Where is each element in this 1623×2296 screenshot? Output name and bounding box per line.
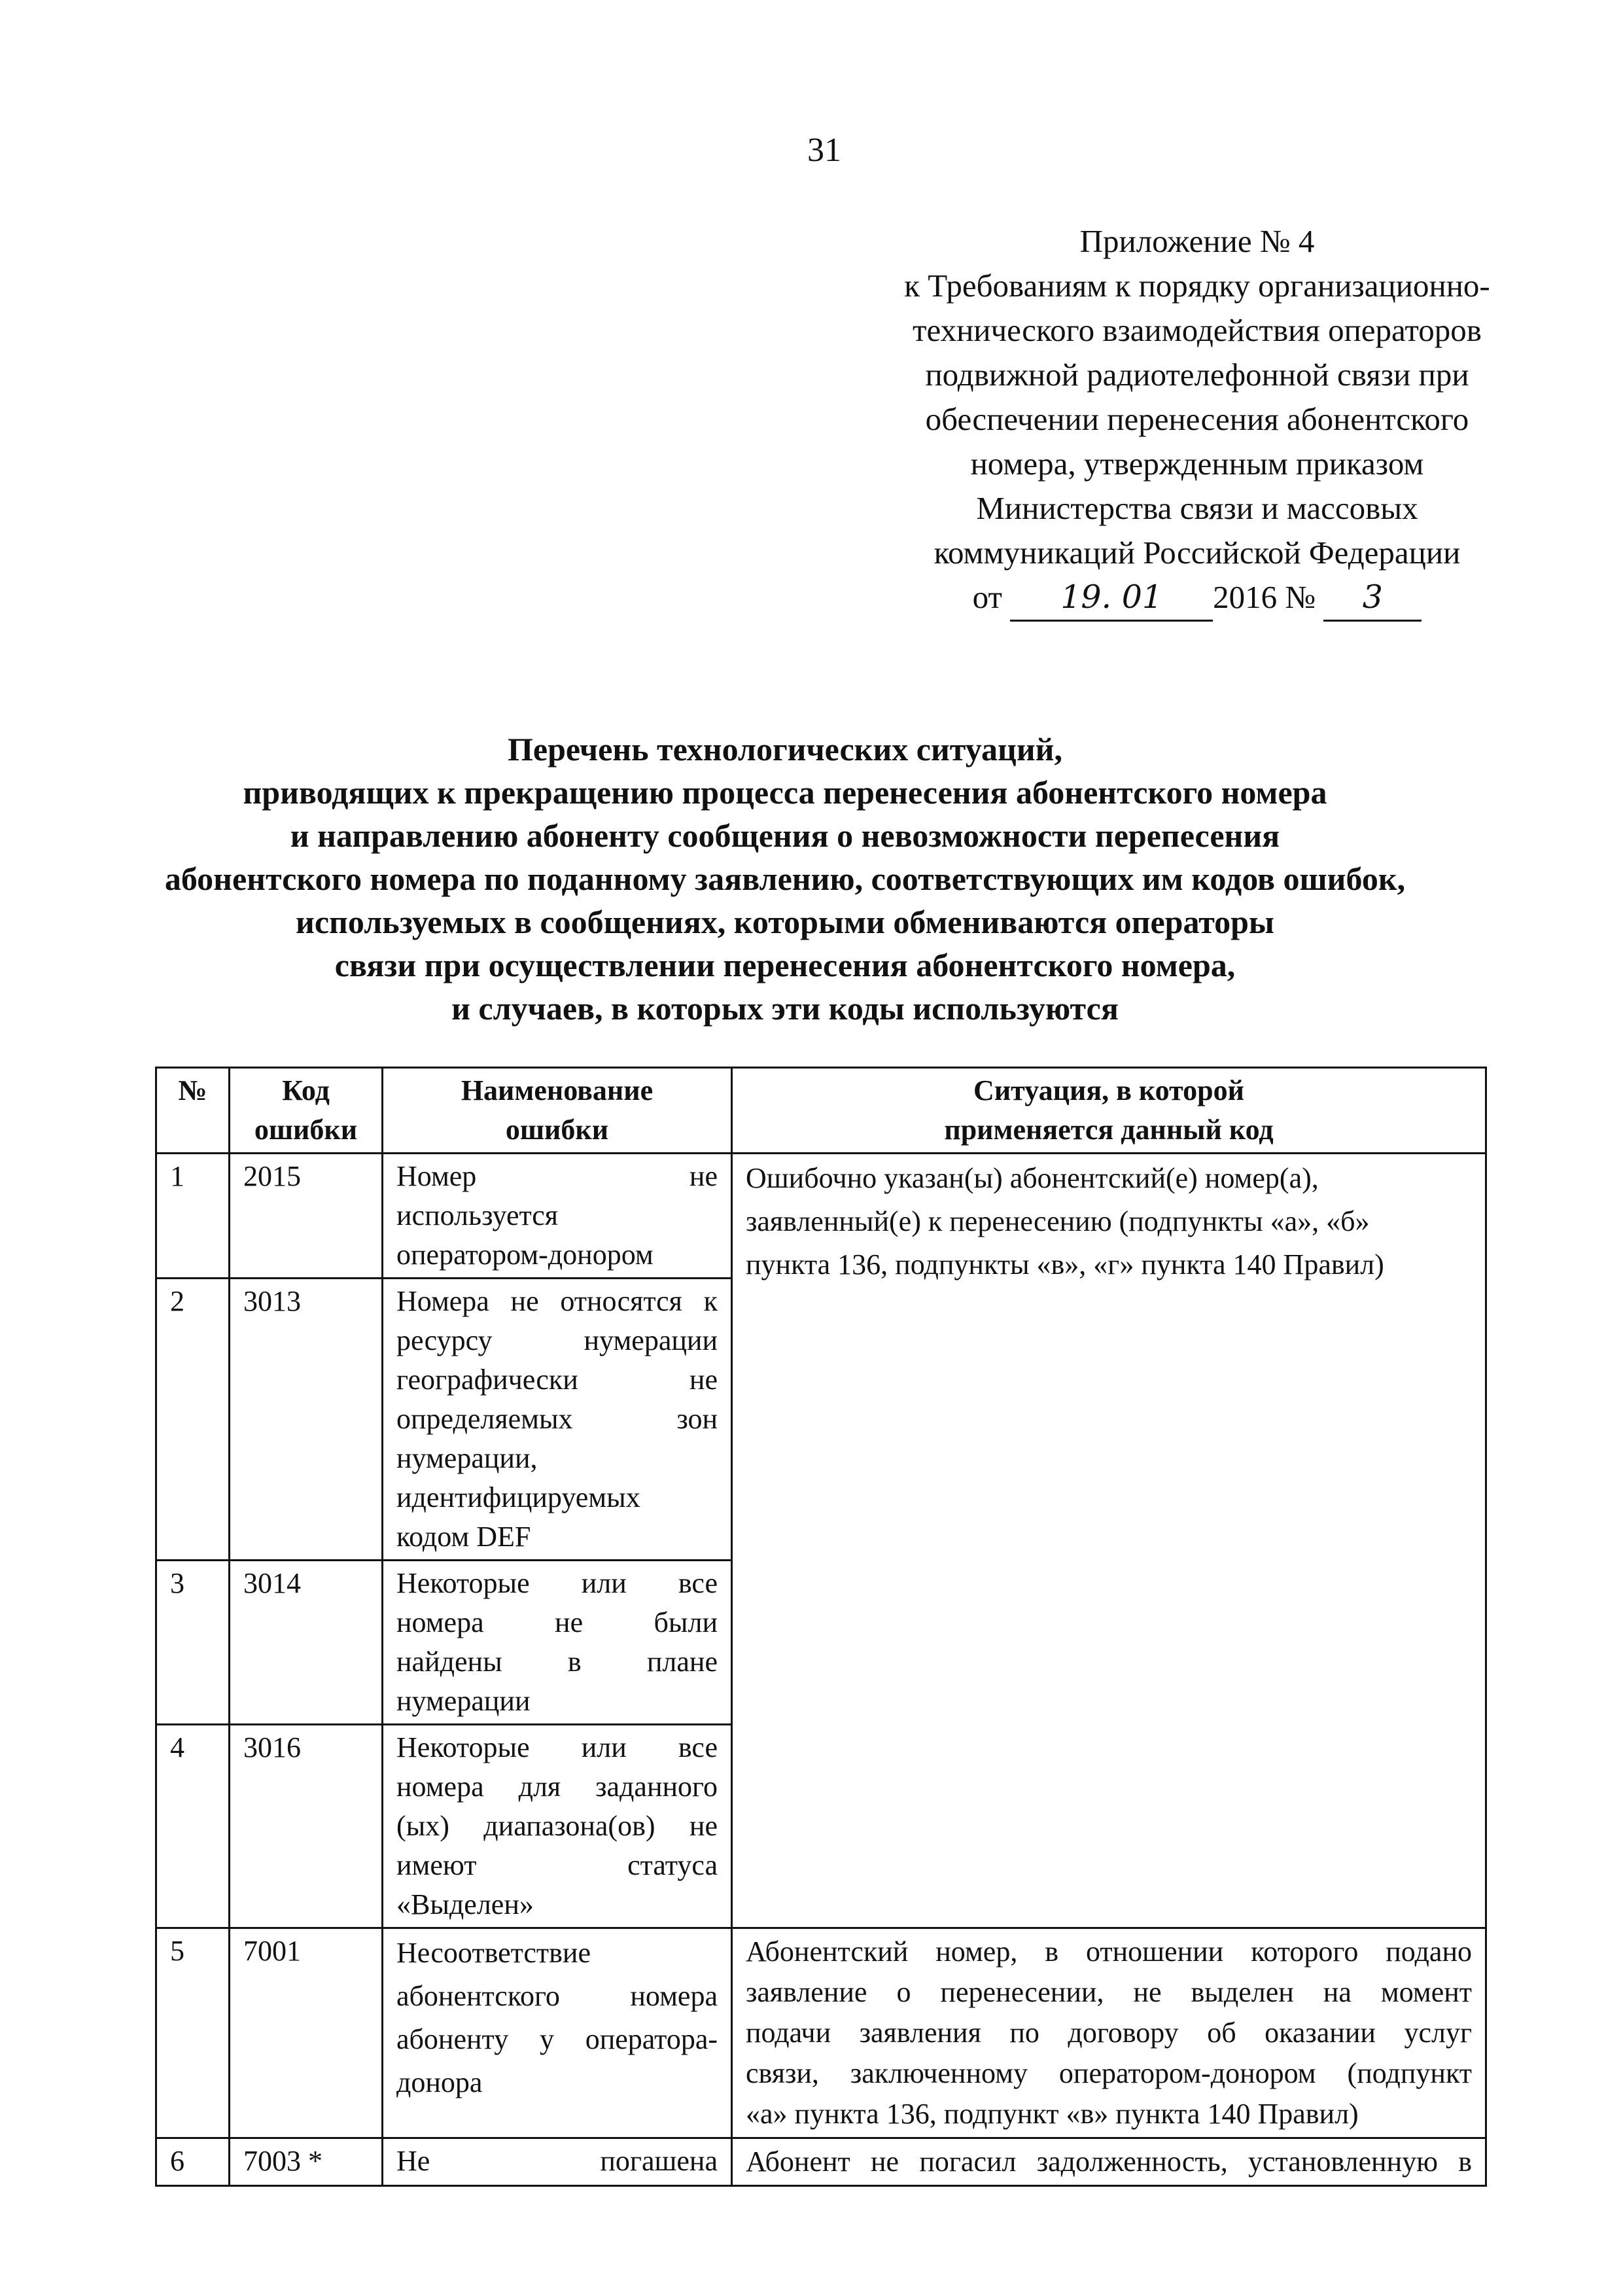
row-name: Номера не относятся к ресурсу нумерации географически не определяемых зон нумерации, идентифицируемых кодом DEF: [383, 1279, 732, 1561]
row-code: 7001: [230, 1928, 383, 2138]
row-code: 3014: [230, 1561, 383, 1725]
title-line: используемых в сообщениях, которыми обмениваются операторы: [296, 904, 1274, 940]
date-prefix: от: [972, 579, 1002, 615]
row-name: Некоторые или все номера не были найдены в плане нумерации: [383, 1561, 732, 1725]
appendix-title: Приложение № 4: [1079, 223, 1315, 259]
handwritten-date: 19. 01: [1010, 575, 1213, 622]
title-line: Перечень технологических ситуаций,: [508, 731, 1062, 768]
appendix-line: подвижной радиотелефонной связи при: [925, 357, 1469, 393]
appendix-block: [811, 219, 1583, 622]
appendix-line: Министерства связи и массовых: [976, 490, 1418, 526]
row-no: 6: [156, 2138, 230, 2186]
row-no: 5: [156, 1928, 230, 2138]
appendix-line: обеспечении перенесения абонентского: [925, 401, 1469, 437]
row-name: Номер не используется оператором-донором: [383, 1154, 732, 1279]
row-no: 2: [156, 1279, 230, 1561]
appendix-line: технического взаимодействия операторов: [913, 312, 1482, 348]
title-line: связи при осуществлении перенесения абонентского номера,: [334, 947, 1236, 983]
number-sign: №: [1285, 579, 1316, 615]
error-codes-table: [155, 1067, 1487, 2187]
row-code: 3016: [230, 1725, 383, 1928]
appendix-date-line: [811, 575, 1583, 622]
row-no: 3: [156, 1561, 230, 1725]
title-line: и случаев, в которых эти коды используются: [451, 990, 1119, 1027]
row-code: 2015: [230, 1154, 383, 1279]
handwritten-number: 3: [1323, 575, 1422, 622]
table-header-row: [156, 1068, 1486, 1154]
header-situation: Ситуация, в которой применяется данный код: [732, 1068, 1486, 1154]
table-row: [156, 1154, 1486, 1279]
header-name: Наименование ошибки: [383, 1068, 732, 1154]
table-row: [156, 2138, 1486, 2186]
row-name: Не погашена: [383, 2138, 732, 2186]
table-row: [156, 1928, 1486, 2138]
row-situation: Абонент не погасил задолженность, установленную в: [732, 2138, 1486, 2186]
appendix-line: номера, утвержденным приказом: [970, 446, 1424, 482]
row-code: 7003 *: [230, 2138, 383, 2186]
appendix-line: к Требованиям к порядку организационно-: [904, 268, 1490, 304]
title-line: абонентского номера по поданному заявлению, соответствующих им кодов ошибок,: [164, 860, 1406, 897]
row-no: 4: [156, 1725, 230, 1928]
header-no: №: [156, 1068, 230, 1154]
title-line: приводящих к прекращению процесса перенесения абонентского номера: [243, 774, 1327, 811]
merged-situation-cell: Ошибочно указан(ы) абонентский(е) номер(а), заявленный(е) к перенесению (подпункты «а», «б» пункта 136, подпункты «в», «г» пункта 140 Правил): [732, 1154, 1486, 1928]
row-no: 1: [156, 1154, 230, 1279]
row-name: Некоторые или все номера для заданного (ых) диапазона(ов) не имеют статуса «Выделен»: [383, 1725, 732, 1928]
document-title: [131, 728, 1439, 1030]
header-code: Код ошибки: [230, 1068, 383, 1154]
row-name: Несоответствие абонентского номера абоненту у оператора- донора: [383, 1928, 732, 2138]
appendix-line: коммуникаций Российской Федерации: [934, 535, 1461, 571]
title-line: и направлению абоненту сообщения о невозможности перепесения: [290, 817, 1280, 854]
year: 2016: [1213, 579, 1278, 615]
row-code: 3013: [230, 1279, 383, 1561]
page-number: 31: [807, 132, 841, 169]
row-situation: Абонентский номер, в отношении которого подано заявление о перенесении, не выделен на момент подачи заявления по договору об оказании услуг связи, заключенному оператором-донором (подпункт «а» пункта 136, подпункт «в» пункта 140 Правил): [732, 1928, 1486, 2138]
